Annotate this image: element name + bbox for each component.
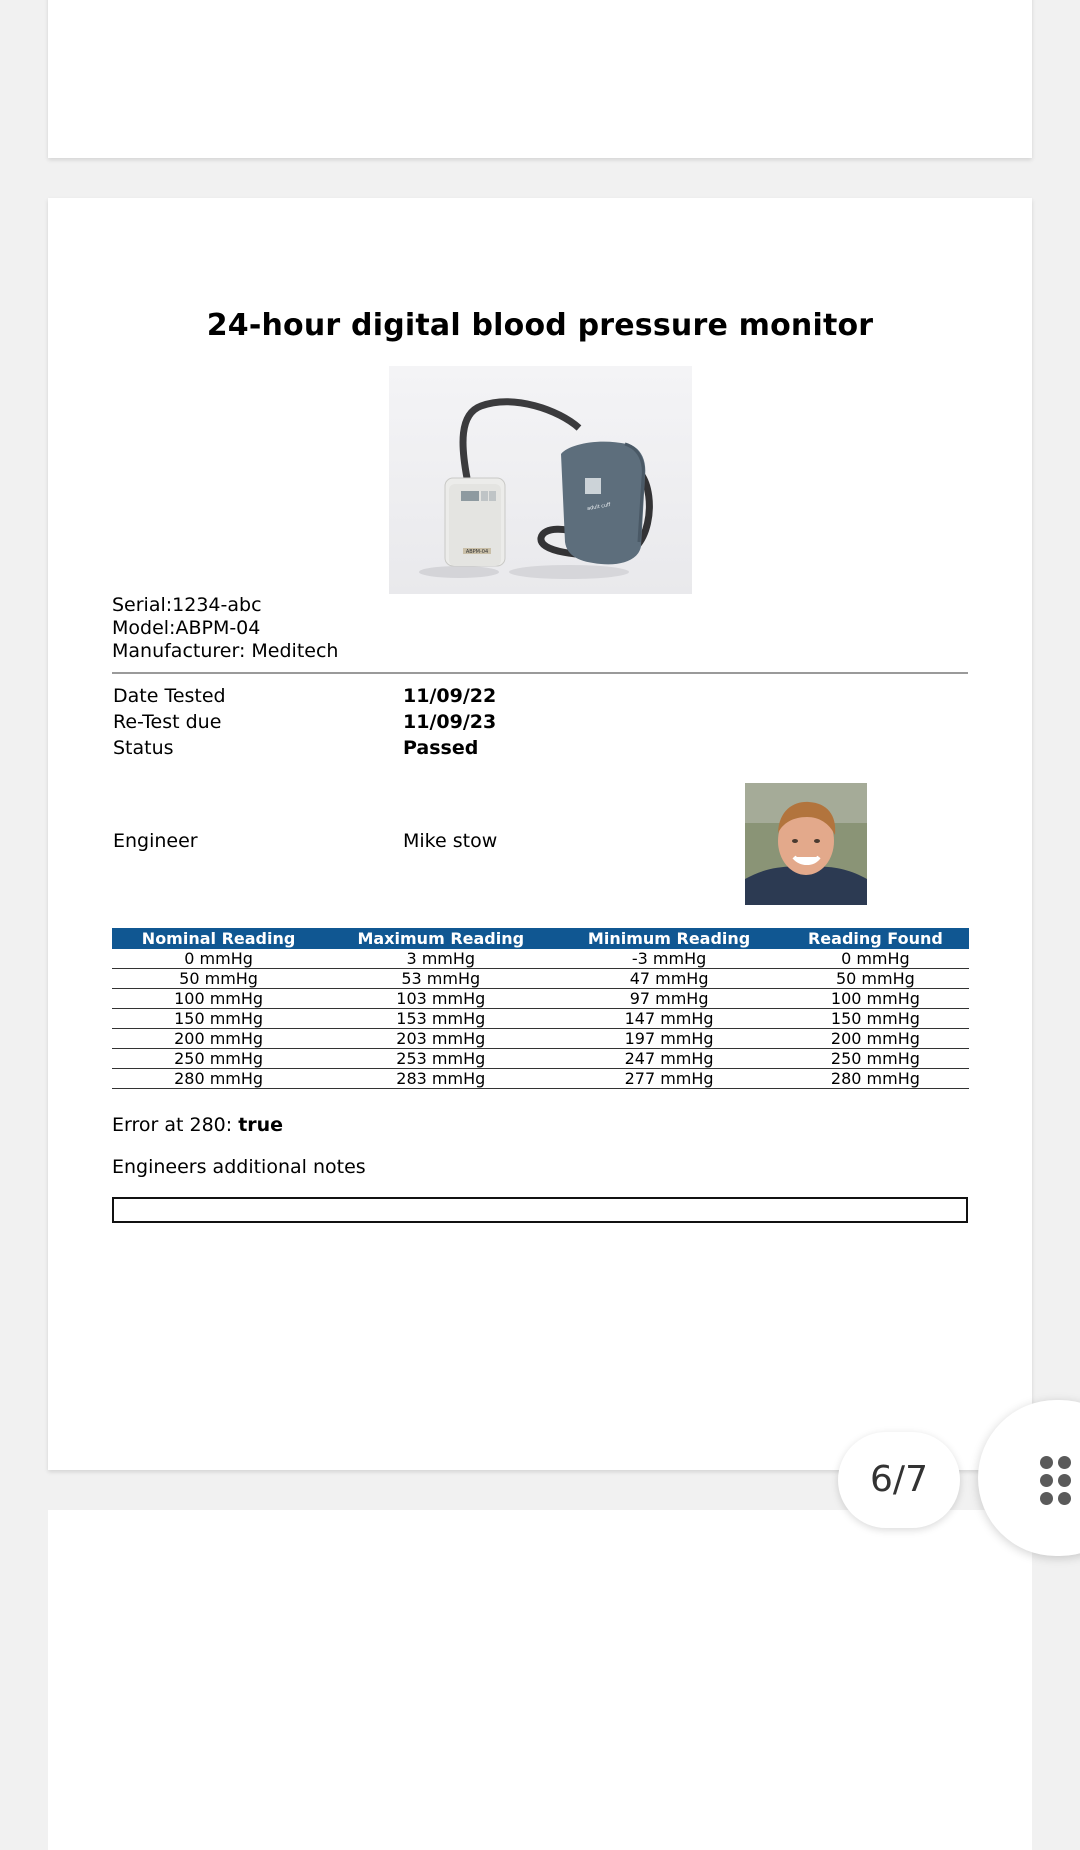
- cell: 0 mmHg: [782, 949, 969, 969]
- cell: 150 mmHg: [782, 1009, 969, 1029]
- retest-value: 11/09/23: [403, 711, 497, 733]
- device-label: ABPM-04: [465, 549, 489, 555]
- notes-label: Engineers additional notes: [112, 1156, 366, 1178]
- cell: 277 mmHg: [556, 1069, 781, 1089]
- header-found: Reading Found: [782, 928, 969, 949]
- cell: 3 mmHg: [325, 949, 556, 969]
- status-value: Passed: [403, 737, 479, 759]
- cell: 200 mmHg: [112, 1029, 325, 1049]
- error-value: true: [238, 1114, 284, 1136]
- divider: [112, 672, 968, 674]
- cell: 103 mmHg: [325, 989, 556, 1009]
- table-row: [112, 1029, 969, 1049]
- cell: 280 mmHg: [782, 1069, 969, 1089]
- current-page: [48, 198, 1032, 1470]
- serial-number: Serial:1234-abc: [112, 594, 262, 616]
- retest-label: Re-Test due: [113, 711, 222, 733]
- cell: 250 mmHg: [112, 1049, 325, 1069]
- cell: 97 mmHg: [556, 989, 781, 1009]
- cell: 47 mmHg: [556, 969, 781, 989]
- manufacturer: Manufacturer: Meditech: [112, 640, 339, 662]
- cell: 100 mmHg: [112, 989, 325, 1009]
- error-line: [112, 1114, 283, 1136]
- readings-table: [112, 928, 969, 1089]
- cell: 200 mmHg: [782, 1029, 969, 1049]
- cuff-label: adult cuff: [586, 502, 612, 513]
- next-page: [48, 1510, 1032, 1850]
- notes-box: [112, 1197, 968, 1223]
- cell: 247 mmHg: [556, 1049, 781, 1069]
- cell: 280 mmHg: [112, 1069, 325, 1089]
- device-info: [112, 594, 338, 663]
- date-tested-value: 11/09/22: [403, 685, 497, 707]
- document-title: 24-hour digital blood pressure monitor: [206, 308, 874, 343]
- cell: 53 mmHg: [325, 969, 556, 989]
- cell: 203 mmHg: [325, 1029, 556, 1049]
- cell: 150 mmHg: [112, 1009, 325, 1029]
- status-label: Status: [113, 737, 174, 759]
- header-minimum: Minimum Reading: [556, 928, 781, 949]
- cell: 197 mmHg: [556, 1029, 781, 1049]
- header-nominal: Nominal Reading: [112, 928, 325, 949]
- table-row: [112, 969, 969, 989]
- table-header-row: [112, 928, 969, 949]
- cell: 0 mmHg: [112, 949, 325, 969]
- cell: 100 mmHg: [782, 989, 969, 1009]
- page-indicator[interactable]: 6/7: [838, 1432, 960, 1528]
- table-row: [112, 1069, 969, 1089]
- error-label: Error at 280:: [112, 1114, 239, 1136]
- engineer-photo: [745, 783, 867, 905]
- cell: 250 mmHg: [782, 1049, 969, 1069]
- model-number: Model:ABPM-04: [112, 617, 261, 639]
- table-row: [112, 1009, 969, 1029]
- table-row: [112, 1049, 969, 1069]
- device-photo: [389, 366, 692, 594]
- cell: 147 mmHg: [556, 1009, 781, 1029]
- cell: 50 mmHg: [112, 969, 325, 989]
- engineer-name: Mike stow: [403, 830, 498, 852]
- table-row: [112, 949, 969, 969]
- header-maximum: Maximum Reading: [325, 928, 556, 949]
- previous-page: [48, 0, 1032, 158]
- date-tested-label: Date Tested: [113, 685, 226, 707]
- cell: 253 mmHg: [325, 1049, 556, 1069]
- cell: 153 mmHg: [325, 1009, 556, 1029]
- cell: 50 mmHg: [782, 969, 969, 989]
- cell: 283 mmHg: [325, 1069, 556, 1089]
- engineer-label: Engineer: [113, 830, 198, 852]
- cell: -3 mmHg: [556, 949, 781, 969]
- table-row: [112, 989, 969, 1009]
